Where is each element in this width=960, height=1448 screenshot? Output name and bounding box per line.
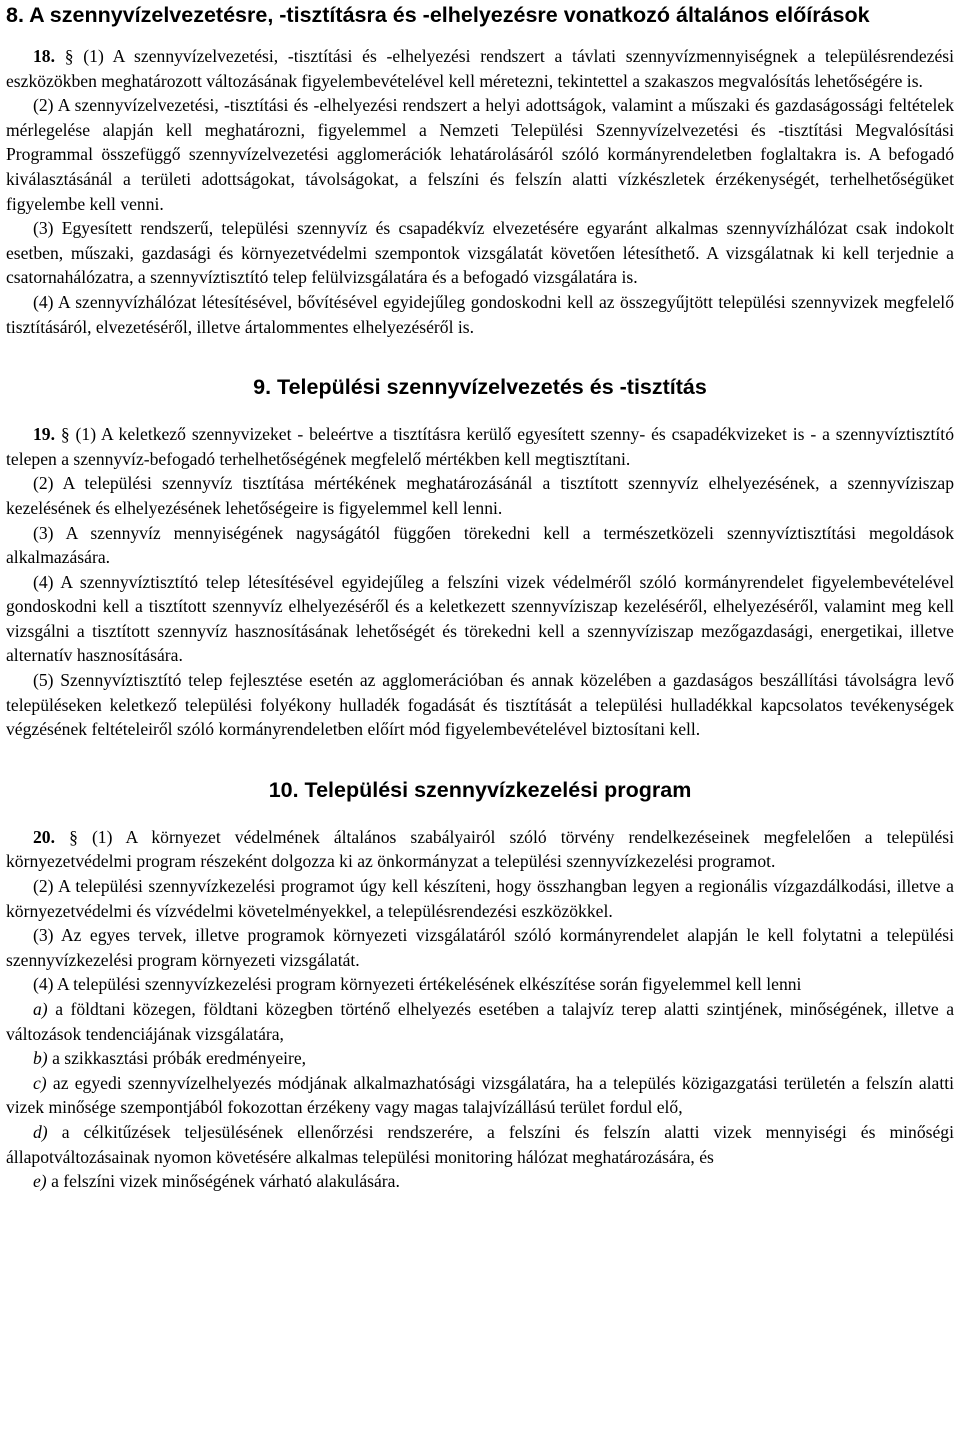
item-text: a földtani közegen, földtani közegben történő elhelyezés esetében a talajvíz terep alatti szintjének, minőségének, illetve a változások tendenciájának vizsgálatára, xyxy=(6,999,954,1044)
sec19-para-4: (4) A szennyvíztisztító telep létesítésével egyidejűleg a felszíni vizek védelméről szóló kormányrendelet figyelembevételével gondoskodni kell a tisztított szennyvíz elhelyezéséről és a keletkezett szennyvíziszap kezeléséről, elhelyezéséről, valamint meg kell vizsgálni a tisztított szennyvíz hasznosításának lehetőségét és törekedni kell a szennyvíziszap mezőgazdasági, energetikai, illetve alternatív hasznosítására. xyxy=(6,571,954,666)
sec20-item-c xyxy=(6,1071,954,1120)
sec20-item-e xyxy=(6,1169,954,1194)
section-heading-8: 8. A szennyvízelvezetésre, -tisztításra és -elhelyezésre vonatkozó általános előírások xyxy=(6,3,870,27)
section-heading-9: 9. Települési szennyvízelvezetés és -tisztítás xyxy=(253,375,707,400)
sec19-para-1-text: § (1) A keletkező szennyvizeket - beleértve a tisztításra kerülő egyesített szenny- és csapadékvizeket is - a szennyvíztisztító telepen a szennyvíz-befogadó terhelhetőségének megfelelő mértékben kell megtisztítani. xyxy=(6,424,954,469)
sec20-para-3: (3) Az egyes tervek, illetve programok környezeti vizsgálatáról szóló kormányrendelet alapján le kell folytatni a települési szennyvízkezelési program környezeti vizsgálatát. xyxy=(6,925,954,970)
sec18-para-4: (4) A szennyvízhálózat létesítésével, bővítésével egyidejűleg gondoskodni kell az összegyűjtött települési szennyvizek megfelelő tisztításáról, elvezetéséről, illetve ártalommentes elhelyezéséről is. xyxy=(6,291,954,337)
sec18-number: 18. xyxy=(33,46,55,66)
sec18-para-3: (3) Egyesített rendszerű, települési szennyvíz és csapadékvíz elvezetésére egyaránt alkalmas szennyvízhálózat csak indokolt esetben, műszaki, gazdasági és környezetvédelmi szempontok vizsgálatát követően létesíthető. A vizsgálatnak ki kell terjednie a csatornahálózatra, a szennyvíztisztító telep felülvizsgálatára és a befogadó vizsgálatára is. xyxy=(6,218,954,288)
item-text: a célkitűzések teljesülésének ellenőrzési rendszerére, a felszíni és felszín alatti vizek mennyiségi és minőségi állapotváltozásainak nyomon követésére alkalmas települési monitoring hálózat meghatározására, és xyxy=(6,1121,954,1167)
section-heading-10: 10. Települési szennyvízkezelési program xyxy=(268,777,692,802)
sec18-para-1 xyxy=(6,44,954,93)
sec19-number: 19. xyxy=(33,424,55,445)
sec18-para-1-text: § (1) A szennyvízelvezetési, -tisztítási és -elhelyezési rendszert a távlati szennyvízmennyiségnek a településrendezési eszközökben meghatározott változásának figyelembevételével kell méretezni, tekintettel a szakaszos megvalósítás lehetőségére is. xyxy=(6,46,954,91)
item-text: a szikkasztási próbák eredményeire, xyxy=(52,1048,307,1069)
sec20-para-2: (2) A települési szennyvízkezelési programot úgy kell készíteni, hogy összhangban legyen a regionális vízgazdálkodási, illetve a környezetvédelmi és vízvédelmi követelményekkel, a településrendezési eszközökkel. xyxy=(6,876,954,921)
item-text: a felszíni vizek minőségének várható alakulására. xyxy=(51,1171,400,1192)
item-letter: d) xyxy=(33,1121,48,1142)
sec19-para-5: (5) Szennyvíztisztító telep fejlesztése esetén az agglomerációban és annak közelében a gazdaságos beszállítási távolságra levő településeken keletkező települési folyékony hulladék fogadását és tisztítását a települési hulladékkal kapcsolatos tevékenységek végzésének feltételeiről szóló kormányrendeletben előírt mód figyelembevételével biztosítani kell. xyxy=(6,670,954,740)
sec18-para-2: (2) A szennyvízelvezetési, -tisztítási és -elhelyezési rendszert a helyi adottságok, valamint a műszaki és gazdaságossági feltételek mérlegelése alapján kell meghatározni, figyelemmel a Nemzeti Települési Szennyvízelvezetési és -tisztítási Megvalósítási Programmal összefüggő szennyvízelvezetési agglomerációk lehatárolásáról szóló kormányrendeletben foglaltakra is. A befogadó kiválasztásánál a területi adottságokat, távolságokat, a felszíni és felszín alatti vízkészletek érzékenységét, terhelhetőségüket figyelembe kell venni. xyxy=(6,95,954,214)
sec20-item-d xyxy=(6,1120,954,1169)
sec19-para-3: (3) A szennyvíz mennyiségének nagyságától függően törekedni kell a természetközeli szennyvíztisztítási megoldások alkalmazására. xyxy=(6,522,954,568)
item-letter: e) xyxy=(33,1171,47,1192)
sec20-number: 20. xyxy=(33,826,55,847)
item-letter: a) xyxy=(33,999,48,1019)
sec19-para-2: (2) A települési szennyvíz tisztítása mértékének meghatározásánál a tisztított szennyvíz elhelyezésének, a szennyvíziszap kezelésének és elhelyezésének lehetőségeire is figyelemmel kell lenni. xyxy=(6,473,954,518)
sec19-para-1 xyxy=(6,422,954,471)
item-text: az egyedi szennyvízelhelyezés módjának alkalmazhatósági vizsgálatára, ha a település közigazgatási területén a felszín alatti vizek minősége szempontjából fokozottan érzékeny vagy magas talajvízállású terület fordul elő, xyxy=(6,1072,954,1118)
item-letter: c) xyxy=(33,1072,47,1093)
sec20-item-b xyxy=(6,1046,954,1071)
item-letter: b) xyxy=(33,1048,48,1069)
sec20-para-1-text: § (1) A környezet védelmének általános szabályairól szóló törvény rendelkezéseinek megfelelően a települési környezetvédelmi program részeként dolgozza ki az önkormányzat a települési szennyvízkezelési programot. xyxy=(6,826,954,872)
sec20-para-4: (4) A települési szennyvízkezelési program környezeti értékelésének elkészítése során figyelemmel kell lenni xyxy=(33,974,802,995)
sec20-item-a xyxy=(6,997,954,1046)
sec20-para-1 xyxy=(6,825,954,874)
